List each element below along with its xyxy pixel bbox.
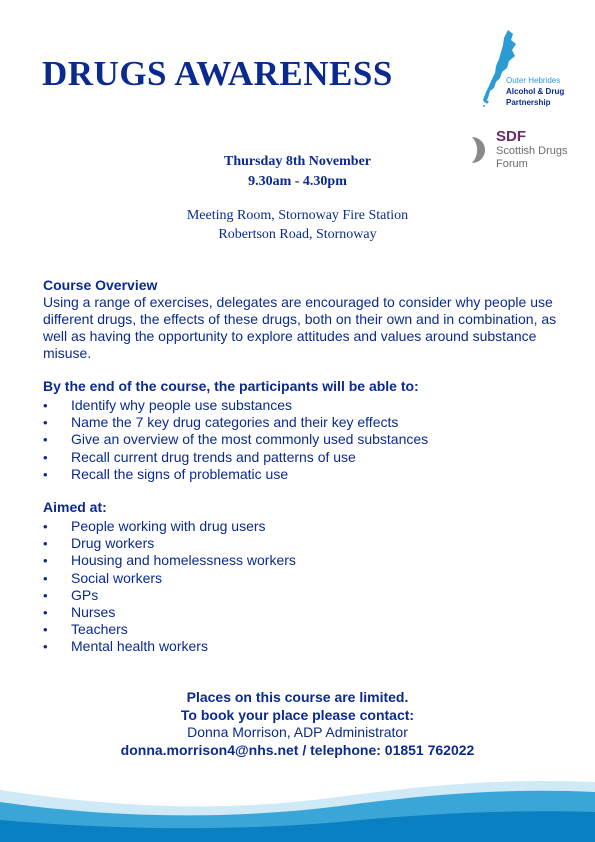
- list-item: • Nurses: [43, 604, 563, 621]
- list-item: • Social workers: [43, 570, 563, 587]
- sdf-full-name: Scottish Drugs Forum: [496, 145, 568, 170]
- course-overview: [43, 277, 563, 362]
- contact-person: Donna Morrison, ADP Administrator: [187, 724, 408, 740]
- list-item: • GPs: [43, 587, 563, 604]
- places-limited-note: Places on this course are limited.: [186, 689, 409, 705]
- contact-email-phone[interactable]: donna.morrison4@nhs.net / telephone: 01851 762022: [120, 741, 475, 758]
- outcomes-list: [43, 397, 563, 483]
- list-item: • Teachers: [43, 621, 563, 638]
- list-item: • Recall the signs of problematic use: [43, 466, 563, 483]
- venue-line-1: Meeting Room, Stornoway Fire Station: [186, 208, 409, 223]
- outcomes-heading: By the end of the course, the participants will be able to:: [43, 378, 419, 394]
- list-item: • Name the 7 key drug categories and their key effects: [43, 414, 563, 431]
- list-item: • Give an overview of the most commonly used substances: [43, 431, 563, 448]
- aimed-heading: Aimed at:: [43, 499, 107, 515]
- page-title: DRUGS AWARENESS: [42, 54, 393, 93]
- adp-logo-text: Outer Hebrides Alcohol & Drug Partnership: [506, 76, 565, 107]
- adp-logo: [472, 28, 582, 128]
- booking-contact: [0, 689, 595, 759]
- aimed-list: [43, 518, 563, 656]
- event-date: Thursday 8th November: [223, 154, 371, 169]
- venue-line-2: Robertson Road, Stornoway: [218, 227, 377, 242]
- list-item: • Drug workers: [43, 535, 563, 552]
- sdf-abbreviation: SDF: [496, 128, 526, 145]
- event-datetime: [0, 152, 595, 192]
- learning-outcomes: [43, 378, 563, 483]
- list-item: • People working with drug users: [43, 518, 563, 535]
- list-item: • Identify why people use substances: [43, 397, 563, 414]
- booking-instruction: To book your place please contact:: [180, 706, 415, 723]
- list-item: • Recall current drug trends and patterns of use: [43, 449, 563, 466]
- list-item: • Housing and homelessness workers: [43, 552, 563, 569]
- overview-text: Using a range of exercises, delegates are encouraged to consider why people use different drugs, the effects of these drugs, both on their own and in combination, as well as having the opportunity to explore attitudes and values around substance misuse.: [43, 294, 557, 361]
- target-audience: [43, 499, 563, 656]
- event-time: 9.30am - 4.30pm: [248, 174, 347, 189]
- event-venue: [0, 206, 595, 244]
- footer-wave-decoration: [0, 768, 595, 842]
- overview-heading: Course Overview: [43, 277, 158, 293]
- list-item: • Mental health workers: [43, 638, 563, 655]
